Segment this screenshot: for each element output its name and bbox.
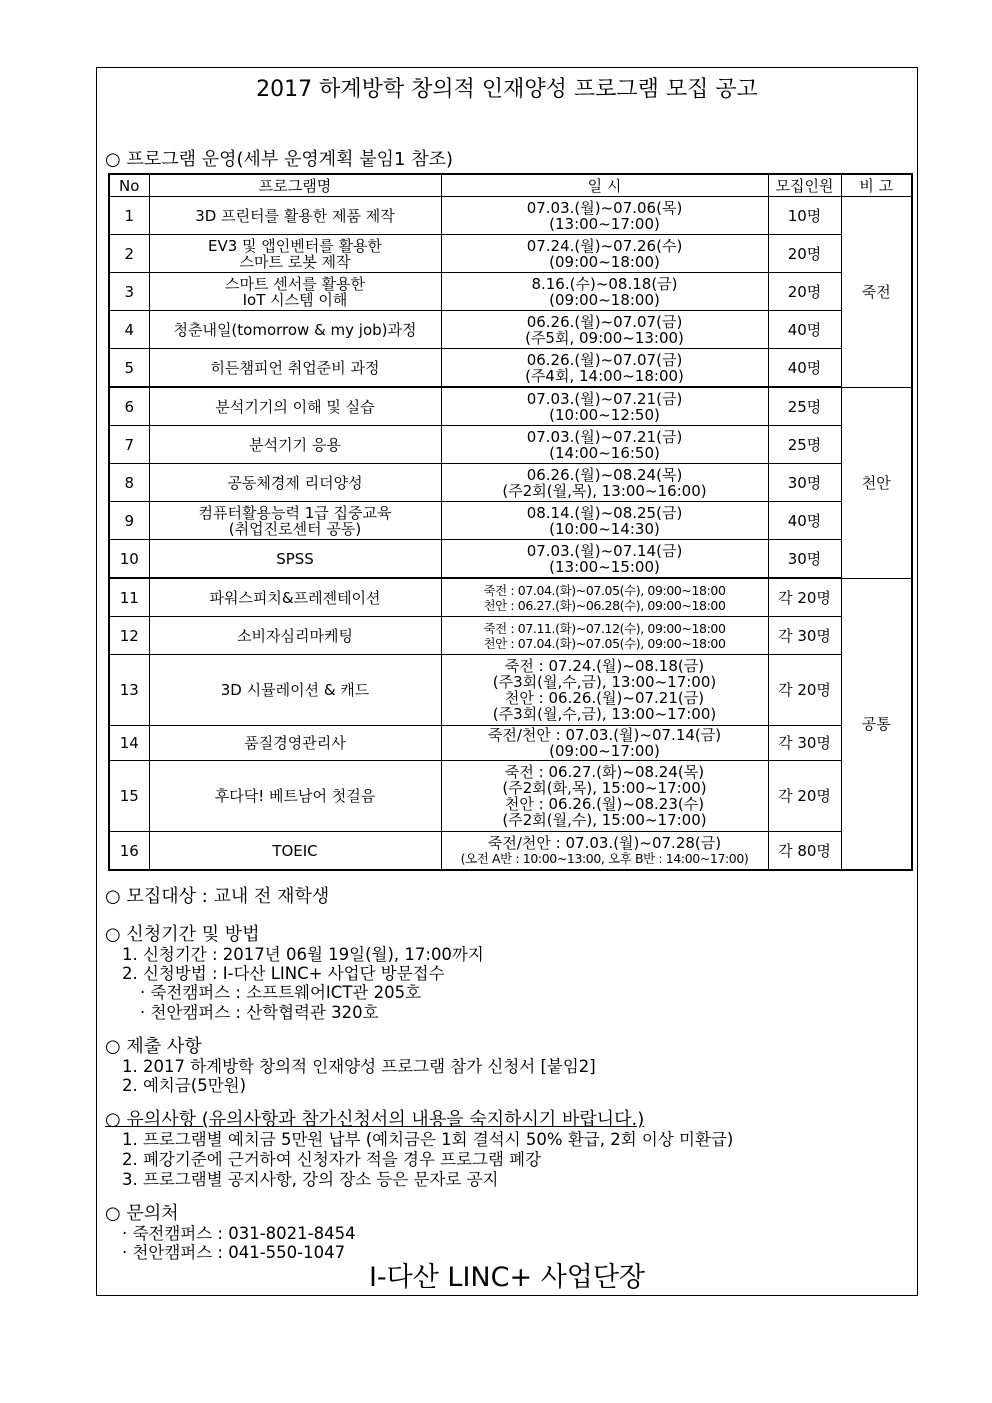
notice-item: 2. 폐강기준에 근거하여 신청자가 적을 경우 프로그램 폐강 [122, 1150, 542, 1169]
row-no: 7 [109, 426, 149, 464]
schedule-line: (13:00~17:00) [549, 214, 660, 233]
row-no: 6 [109, 387, 149, 426]
schedule-line: (13:00~15:00) [549, 557, 660, 576]
notice-item: 1. 프로그램별 예치금 5만원 납부 (예치금은 1회 결석시 50% 환급, 2회 이상 미환급) [122, 1130, 734, 1149]
schedule-line: 07.03.(월)~07.06(목) [526, 198, 683, 217]
application-period: 1. 신청기간 : 2017년 06월 19일(월), 17:00까지 [122, 945, 484, 964]
program-name-line: 후다닥! 베트남어 첫걸음 [214, 787, 376, 805]
schedule-line: (10:00~12:50) [549, 405, 660, 424]
table-row [109, 387, 912, 426]
schedule [441, 235, 768, 273]
schedule-line: 07.24.(월)~07.26(수) [526, 236, 683, 255]
program-name [149, 726, 441, 761]
schedule-line: 천안 : 07.04.(화)~07.05(수), 09:00~18:00 [483, 635, 726, 651]
application-heading: ○ 신청기간 및 방법 [105, 924, 260, 945]
note-campus: 죽전 [841, 197, 912, 388]
capacity: 30명 [768, 464, 841, 502]
capacity: 40명 [768, 311, 841, 349]
schedule-line: 07.03.(월)~07.21(금) [526, 389, 683, 408]
table-row [109, 832, 912, 871]
program-name-line: 3D 시뮬레이션 & 캐드 [220, 681, 370, 699]
program-name-line: SPSS [276, 549, 314, 568]
capacity: 40명 [768, 349, 841, 388]
row-no: 13 [109, 655, 149, 726]
program-name [149, 197, 441, 235]
notice-item: 3. 프로그램별 공지사항, 강의 장소 등은 문자로 공지 [122, 1170, 499, 1189]
schedule-line: (09:00~17:00) [549, 742, 660, 760]
program-name [149, 832, 441, 871]
program-name-line: 분석기기 응용 [249, 435, 341, 454]
table-row [109, 540, 912, 579]
schedule-line: 죽전/천안 : 07.03.(월)~07.14(금) [487, 726, 722, 744]
header-capacity: 모집인원 [768, 174, 841, 197]
submission-item: 2. 예치금(5만원) [122, 1076, 247, 1095]
program-section-heading: ○ 프로그램 운영(세부 운영계획 붙임1 참조) [105, 149, 454, 170]
application-method: 2. 신청방법 : I-다산 LINC+ 사업단 방문접수 [122, 964, 445, 983]
row-no: 1 [109, 197, 149, 235]
program-name [149, 617, 441, 655]
row-no: 3 [109, 273, 149, 311]
row-no: 16 [109, 832, 149, 871]
schedule-line: (10:00~14:30) [549, 519, 660, 538]
schedule-line: 06.26.(월)~08.24(목) [526, 465, 683, 484]
row-no: 12 [109, 617, 149, 655]
header-note: 비 고 [841, 174, 912, 197]
program-name-line: 3D 프린터를 활용한 제품 제작 [195, 206, 395, 225]
table-row [109, 273, 912, 311]
schedule-line: (09:00~18:00) [549, 290, 660, 309]
schedule-line: 06.26.(월)~07.07(금) [526, 312, 683, 331]
row-no: 2 [109, 235, 149, 273]
program-name [149, 540, 441, 579]
header-program-name: 프로그램명 [149, 174, 441, 197]
program-name [149, 655, 441, 726]
program-name [149, 235, 441, 273]
note-campus: 공통 [841, 578, 912, 870]
row-no: 14 [109, 726, 149, 761]
schedule [441, 761, 768, 832]
table-row [109, 349, 912, 388]
schedule-line: 06.26.(월)~07.07(금) [526, 350, 683, 369]
schedule-line: (주2회(월,목), 13:00~16:00) [502, 481, 707, 500]
schedule-line: (주3회(월,수,금), 13:00~17:00) [492, 705, 717, 723]
schedule-line: 죽전 : 07.24.(월)~08.18(금) [504, 657, 705, 675]
schedule-line: (주3회(월,수,금), 13:00~17:00) [492, 673, 717, 691]
schedule-line: 죽전/천안 : 07.03.(월)~07.28(금) [487, 834, 722, 852]
program-name [149, 578, 441, 617]
schedule-line: 죽전 : 07.04.(화)~07.05(수), 09:00~18:00 [483, 582, 726, 598]
schedule-line: 07.03.(월)~07.14(금) [526, 541, 683, 560]
notice-heading: ○ 유의사항 (유의사항과 참가신청서의 내용을 숙지하시기 바랍니다.) [105, 1109, 645, 1130]
row-no: 8 [109, 464, 149, 502]
program-name [149, 273, 441, 311]
row-no: 5 [109, 349, 149, 388]
capacity: 10명 [768, 197, 841, 235]
schedule [441, 832, 768, 871]
campus-jukjeon-location: · 죽전캠퍼스 : 소프트웨어ICT관 205호 [140, 983, 422, 1002]
program-name-line: 컴퓨터활용능력 1급 집중교육 [198, 503, 392, 522]
note-campus: 천안 [841, 387, 912, 578]
table-row [109, 761, 912, 832]
program-name-line: 파워스피치&프레젠테이션 [209, 588, 381, 607]
schedule [441, 578, 768, 617]
schedule-line: 죽전 : 07.11.(화)~07.12(수), 09:00~18:00 [483, 620, 726, 636]
program-name-line: EV3 및 앱인벤터를 활용한 [208, 236, 382, 255]
contact-jukjeon: · 죽전캠퍼스 : 031-8021-8454 [122, 1224, 356, 1243]
table-row [109, 426, 912, 464]
schedule [441, 273, 768, 311]
row-no: 10 [109, 540, 149, 579]
schedule [441, 502, 768, 540]
schedule-line: 죽전 : 06.27.(화)~08.24(목) [504, 763, 705, 781]
capacity: 20명 [768, 273, 841, 311]
capacity: 각 20명 [768, 578, 841, 617]
submission-item: 1. 2017 하계방학 창의적 인재양성 프로그램 참가 신청서 [붙임2] [122, 1057, 596, 1076]
program-name-line: 공동체경제 리더양성 [227, 473, 363, 492]
program-name [149, 761, 441, 832]
program-name [149, 426, 441, 464]
program-name-line: 분석기기의 이해 및 실습 [215, 397, 375, 416]
program-name-line: TOEIC [272, 841, 318, 860]
capacity: 각 30명 [768, 617, 841, 655]
table-row [109, 726, 912, 761]
schedule [441, 464, 768, 502]
schedule-line: 천안 : 06.27.(화)~06.28(수), 09:00~18:00 [483, 597, 726, 613]
contact-cheonan: · 천안캠퍼스 : 041-550-1047 [122, 1243, 346, 1262]
capacity: 25명 [768, 426, 841, 464]
table-row [109, 311, 912, 349]
schedule-line: (주2회(화,목), 15:00~17:00) [502, 779, 707, 797]
schedule-line: 천안 : 06.26.(월)~08.23(수) [504, 795, 705, 813]
program-name-line: 소비자심리마케팅 [237, 626, 353, 645]
row-no: 15 [109, 761, 149, 832]
schedule [441, 349, 768, 388]
program-name-line: IoT 시스템 이해 [242, 290, 348, 309]
schedule [441, 387, 768, 426]
program-name-line: 청춘내일(tomorrow & my job)과정 [173, 320, 417, 339]
row-no: 4 [109, 311, 149, 349]
campus-cheonan-location: · 천안캠퍼스 : 산학협력관 320호 [140, 1003, 379, 1022]
capacity: 25명 [768, 387, 841, 426]
schedule-line: 8.16.(수)~08.18(금) [531, 274, 678, 293]
schedule-line: (오전 A반 : 10:00~13:00, 오후 B반 : 14:00~17:00) [460, 851, 749, 866]
schedule [441, 426, 768, 464]
table-row [109, 464, 912, 502]
submission-heading: ○ 제출 사항 [105, 1036, 202, 1057]
capacity: 각 20명 [768, 655, 841, 726]
program-name [149, 464, 441, 502]
capacity: 각 20명 [768, 761, 841, 832]
capacity: 30명 [768, 540, 841, 579]
schedule-line: 08.14.(월)~08.25(금) [526, 503, 683, 522]
row-no: 11 [109, 578, 149, 617]
eligibility-heading: ○ 모집대상 : 교내 전 재학생 [105, 886, 330, 907]
schedule-line: (주5회, 09:00~13:00) [525, 328, 684, 347]
signature: I-다산 LINC+ 사업단장 [368, 1262, 646, 1293]
schedule-line: (14:00~16:50) [549, 443, 660, 462]
schedule-line: 천안 : 06.26.(월)~07.21(금) [504, 689, 705, 707]
table-row [109, 617, 912, 655]
capacity: 각 30명 [768, 726, 841, 761]
schedule [441, 540, 768, 579]
program-name [149, 387, 441, 426]
schedule [441, 197, 768, 235]
table-row [109, 578, 912, 617]
program-name [149, 502, 441, 540]
schedule [441, 655, 768, 726]
program-table [108, 173, 913, 871]
schedule [441, 726, 768, 761]
program-name-line: 히든챔피언 취업준비 과정 [210, 358, 380, 377]
row-no: 9 [109, 502, 149, 540]
schedule [441, 617, 768, 655]
header-no: No [109, 174, 149, 197]
program-name-line: 품질경영관리사 [244, 734, 346, 752]
schedule [441, 311, 768, 349]
capacity: 40명 [768, 502, 841, 540]
schedule-line: (주2회(월,수), 15:00~17:00) [502, 811, 707, 829]
contact-heading: ○ 문의처 [105, 1203, 179, 1224]
table-row [109, 655, 912, 726]
capacity: 20명 [768, 235, 841, 273]
table-header-row [109, 174, 912, 197]
schedule-line: (주4회, 14:00~18:00) [525, 366, 684, 385]
document-title: 2017 하계방학 창의적 인재양성 프로그램 모집 공고 [256, 77, 758, 102]
program-name-line: 스마트 로봇 제작 [239, 252, 351, 271]
schedule-line: (09:00~18:00) [549, 252, 660, 271]
capacity: 각 80명 [768, 832, 841, 871]
table-row [109, 502, 912, 540]
program-name-line: (취업진로센터 공동) [228, 519, 362, 538]
schedule-line: 07.03.(월)~07.21(금) [526, 427, 683, 446]
program-name [149, 311, 441, 349]
program-name-line: 스마트 센서를 활용한 [225, 274, 365, 293]
table-row [109, 197, 912, 235]
table-row [109, 235, 912, 273]
header-schedule: 일 시 [441, 174, 768, 197]
program-name [149, 349, 441, 388]
